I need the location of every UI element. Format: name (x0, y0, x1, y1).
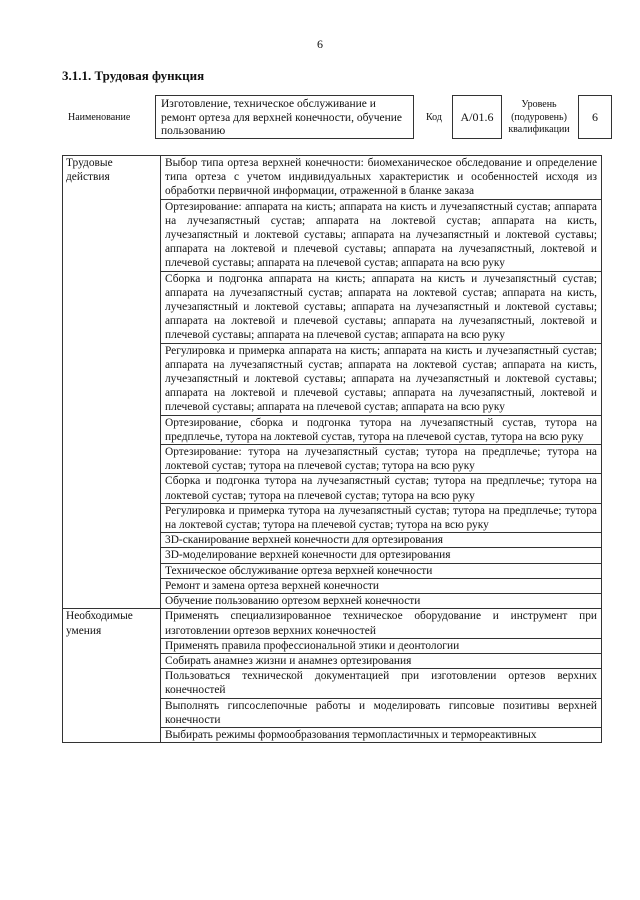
table-cell: Обучение пользованию ортезом верхней конечности (161, 594, 602, 609)
table-cell: Выбор типа ортеза верхней конечности: биомеханическое обследование и определение типа ортеза с учетом индивидуальных характеристик и особенностей исходя из обработки первичной информации, отраженной в бланке заказа (161, 156, 602, 200)
level-label-line-1: Уровень (521, 99, 557, 110)
table-cell: 3D-моделирование верхней конечности для ортезирования (161, 548, 602, 563)
table-cell: Регулировка и примерка тутора на лучезапястный сустав; тутора на предплечье; тутора на локтевой сустав; тутора на плечевой сустав; тутора на всю руку (161, 503, 602, 532)
labor-actions-label: Трудовые действия (63, 156, 161, 609)
name-value-box: Изготовление, техническое обслуживание и ремонт ортеза для верхней конечности, обучение пользованию (155, 95, 414, 139)
table-cell: Сборка и подгонка тутора на лучезапястный сустав; тутора на предплечье; тутора на локтевой сустав; тутора на плечевой сустав; тутора на всю руку (161, 474, 602, 503)
skills-label: Необходимые умения (63, 609, 161, 743)
level-value-box: 6 (578, 95, 612, 139)
code-value-box: A/01.6 (452, 95, 502, 139)
table-cell: Применять специализированное техническое оборудование и инструмент при изготовлении ортезов верхних конечностей (161, 609, 602, 638)
table-cell: Регулировка и примерка аппарата на кисть; аппарата на кисть и лучезапястный сустав; аппарата на лучезапястный сустав; аппарата на локтевой сустав; аппарата на кисть, лучезапястный и локтевой суставы; аппарата на лучезапястный и локтевой суставы; аппарата на локтевой и плечевой суставы; аппарата на лучезапястный, локтевой и плечевой суставы; аппарата на плечевой сустав; аппарата на всю руку (161, 343, 602, 415)
name-label: Наименование (68, 112, 131, 123)
table-cell: Сборка и подгонка аппарата на кисть; аппарата на кисть и лучезапястный сустав; аппарата на лучезапястный сустав; аппарата на локтевой сустав; аппарата на кисть, лучезапястный и локтевой суставы; аппарата на лучезапястный и локтевой суставы; аппарата на локтевой и плечевой суставы; аппарата на лучезапястный, локтевой и плечевой суставы; аппарата на плечевой сустав; аппарата на всю руку (161, 271, 602, 343)
function-header (62, 95, 612, 143)
table-cell: Выбирать режимы формообразования термопластичных и термореактивных (161, 727, 602, 742)
table-cell: Выполнять гипсослепочные работы и моделировать гипсовые позитивы верхней конечности (161, 698, 602, 727)
code-label: Код (426, 112, 442, 123)
level-label-line-3: квалификации (508, 124, 570, 135)
table-cell: Техническое обслуживание ортеза верхней конечности (161, 563, 602, 578)
table-cell: 3D-сканирование верхней конечности для ортезирования (161, 533, 602, 548)
function-table (62, 155, 602, 743)
level-label-line-2: (подуровень) (511, 111, 567, 123)
table-cell: Пользоваться технической документацией при изготовлении ортезов верхних конечностей (161, 669, 602, 698)
table-cell: Применять правила профессиональной этики и деонтологии (161, 638, 602, 653)
table-cell: Ортезирование, сборка и подгонка тутора на лучезапястный сустав, тутора на предплечье, тутора на локтевой сустав, тутора на плечевой сустав, тутора на всю руку (161, 415, 602, 444)
table-row (63, 156, 602, 200)
page-number: 6 (317, 37, 323, 51)
table-cell: Собирать анамнез жизни и анамнез ортезирования (161, 653, 602, 668)
table-cell: Ортезирование: аппарата на кисть; аппарата на кисть и лучезапястный сустав; аппарата на лучезапястный сустав; аппарата на локтевой сустав; аппарата на кисть, лучезапястный и локтевой суставы; аппарата на лучезапястный и локтевой суставы; аппарата на локтевой и плечевой суставы; аппарата на лучезапястный, локтевой и плечевой суставы; аппарата на плечевой сустав; аппарата на всю руку (161, 199, 602, 271)
table-cell: Ремонт и замена ортеза верхней конечности (161, 578, 602, 593)
section-title: 3.1.1. Трудовая функция (62, 68, 205, 83)
level-label (504, 99, 574, 137)
table-cell: Ортезирование: тутора на лучезапястный сустав; тутора на предплечье; тутора на локтевой сустав; тутора на плечевой сустав; тутора на всю руку (161, 445, 602, 474)
table-row (63, 609, 602, 638)
